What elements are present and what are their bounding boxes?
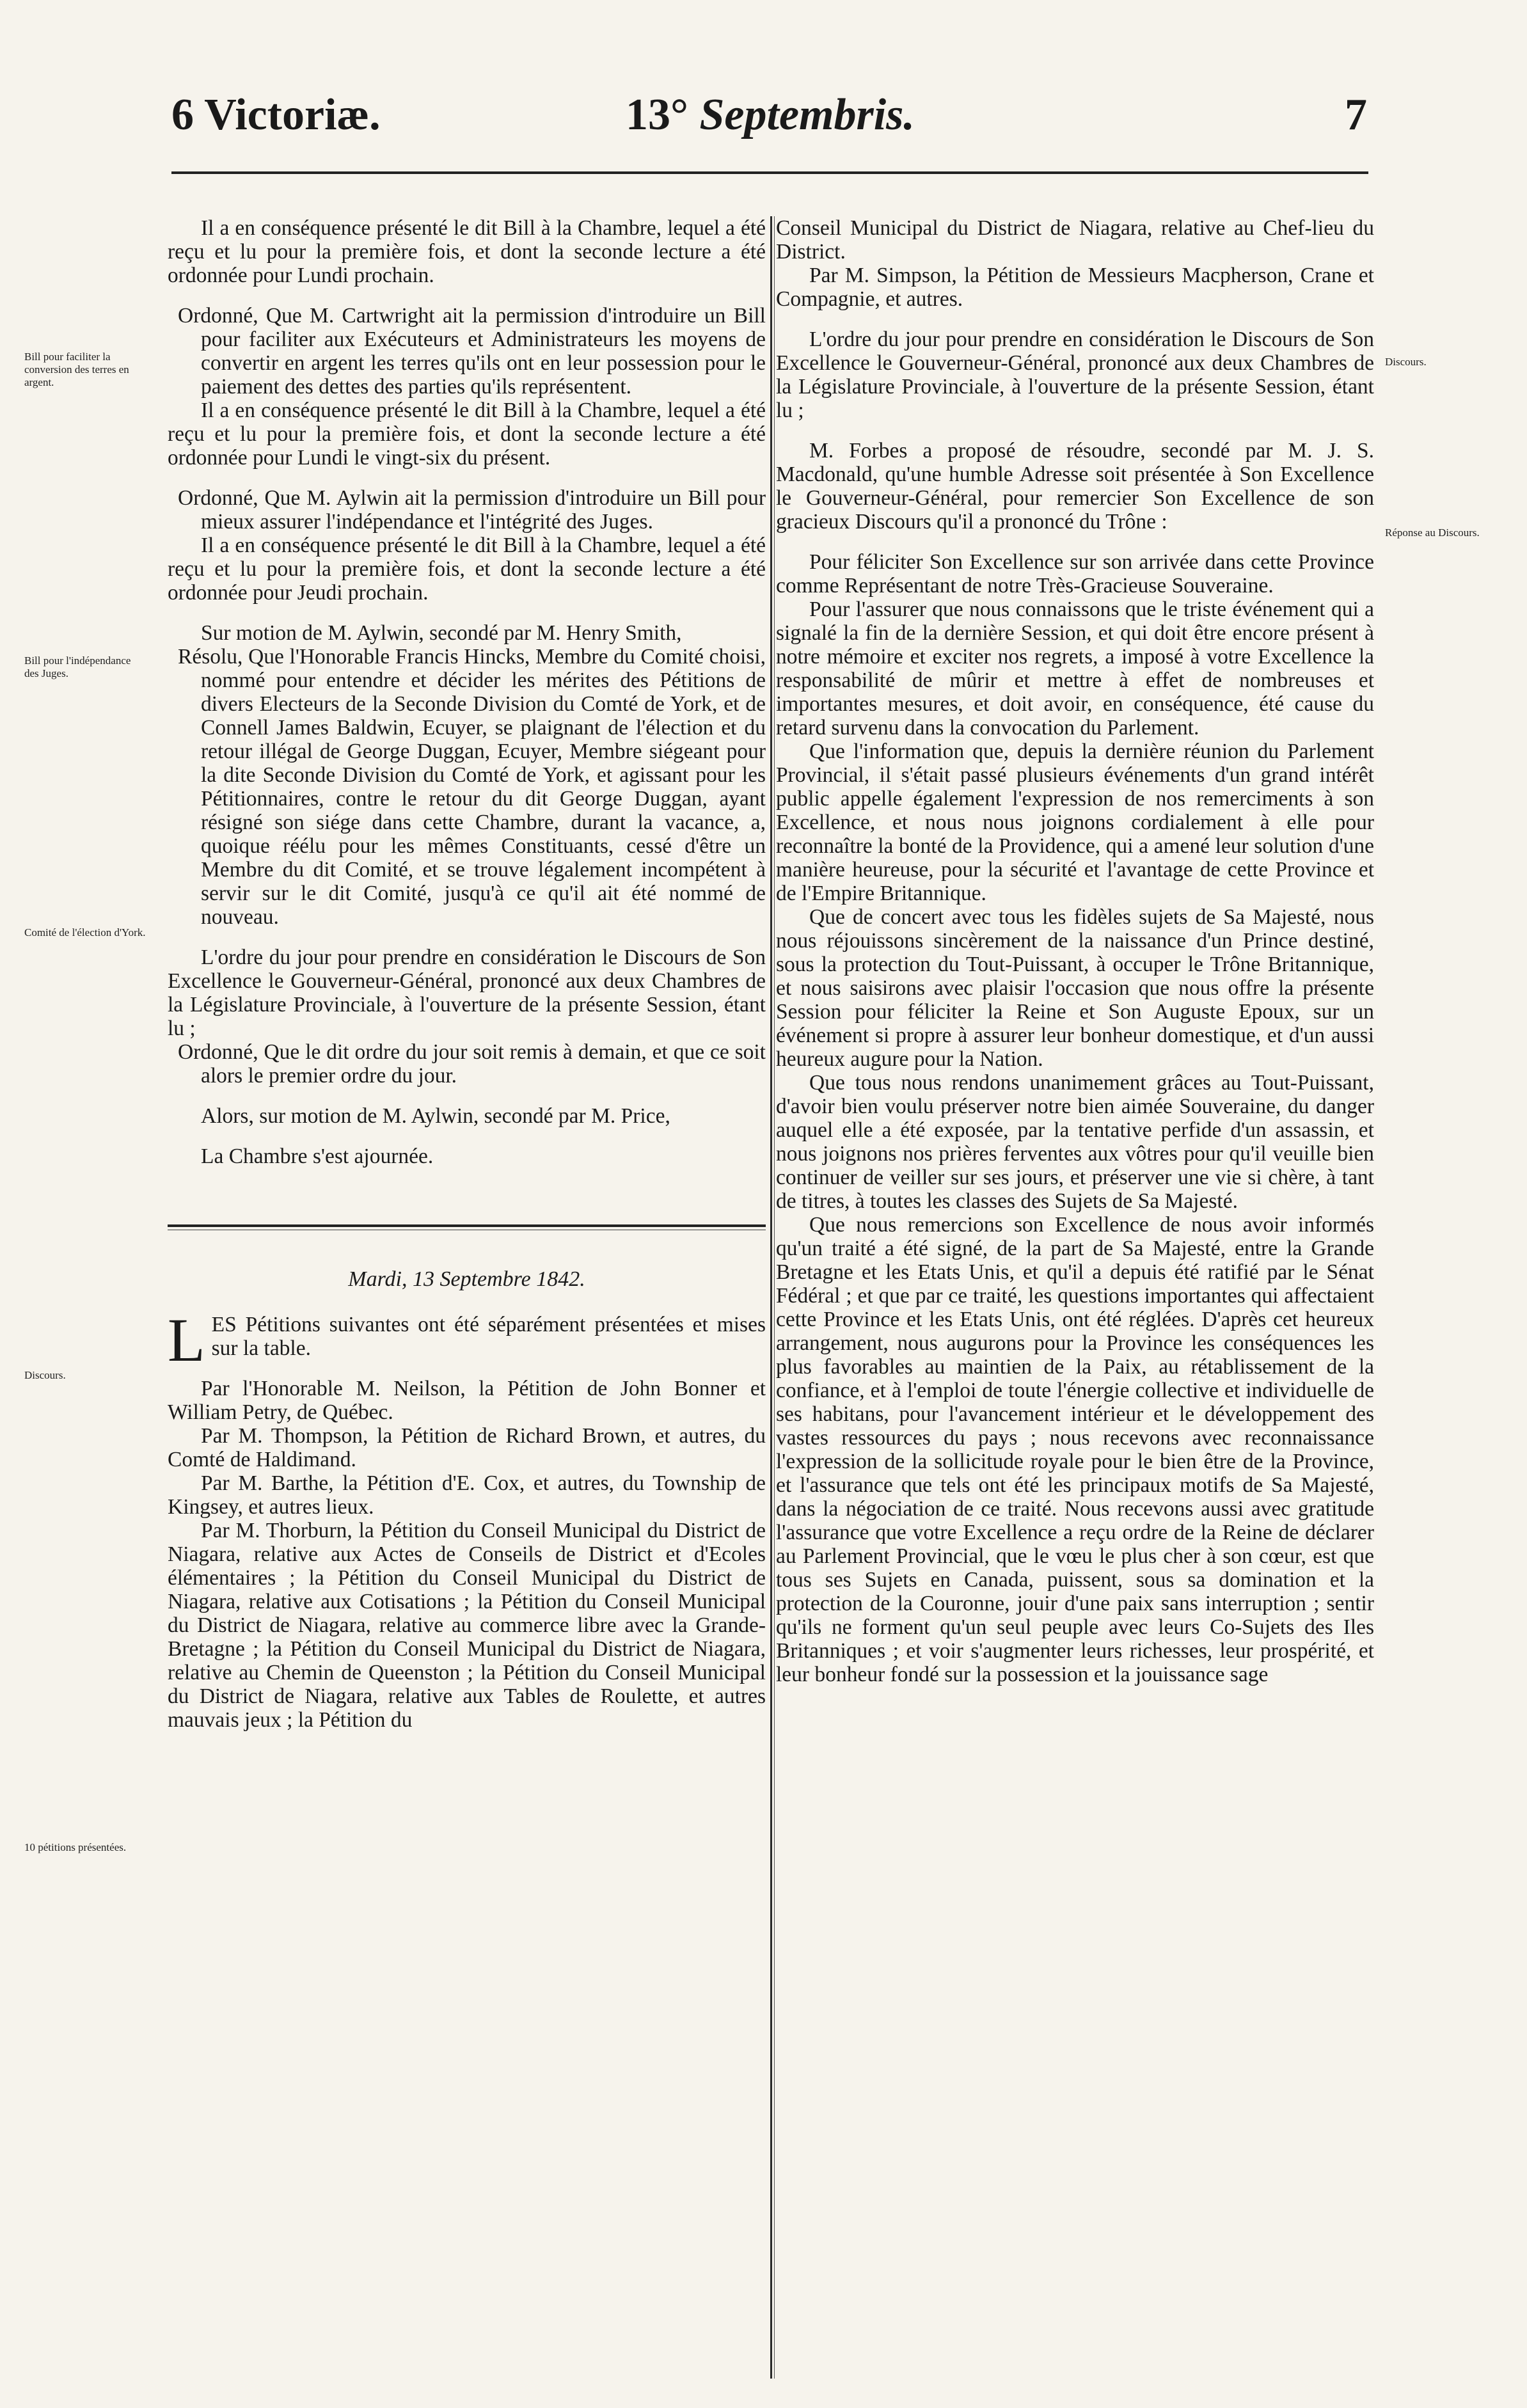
paragraph: Que tous nous rendons unanimement grâces au Tout-Puissant, d'avoir bien voulu préserver notre bien aimée Souveraine, du danger auquel elle a été exposée, par la tentative perfide d'un assassin, et nous joignons nos prières ferventes aux vôtres pour qu'il veuille bien continuer de veiller sur ses jours, et préserver une vie si chère, à tant de titres, à toutes les classes des Sujets de Sa Majesté. bbox=[776, 1071, 1374, 1213]
paragraph: M. Forbes a proposé de résoudre, secondé par M. J. S. Macdonald, qu'une humble Adresse soit présentée à Son Excellence le Gouverneur-Général, pour remercier Son Excellence de son gracieux Discours qu'il a prononcé du Trône : bbox=[776, 439, 1374, 534]
paragraph: Que de concert avec tous les fidèles sujets de Sa Majesté, nous nous réjouissons sincèrement de la naissance d'un Prince destiné, sous la protection du Tout-Puissant, à occuper le Trône Britannique, et nous saisirons avec plaisir l'occasion que nous offre la présente Session pour féliciter la Reine et Son Auguste Epoux, sur un événement si propre à assurer leur bonheur domestique, et d'un aussi heureux augure pour la Nation. bbox=[776, 905, 1374, 1071]
header-center-num: 13° bbox=[626, 90, 688, 139]
paragraph: Que nous remercions son Excellence de nous avoir informés qu'un traité a été signé, de la part de Sa Majesté, entre la Grande Bretagne et les Etats Unis, et qu'il a depuis été ratifié par le Sénat Fédéral ; et que par ce traité, les questions importantes qui affectaient cette Province et les Etats Unis, ont été réglées. D'après cet heureux arrangement, nous augurons pour la Province les conséquences les plus favorables au maintien de la Paix, au rétablissement de la confiance, et à l'emploi de toute l'énergie collective et individuelle de ses habitans, pour l'avancement intérieur et le développement des vastes ressources du pays ; nous recevons avec reconnaissance l'expression de la sollicitude royale pour le bien être de la Province, et l'assurance que tels ont été les principaux motifs de Sa Majesté, dans la négociation de ce traité. Nous recevons aussi avec gratitude l'assurance que votre Excellence a reçu ordre de la Reine de déclarer au Parlement Provincial, que le vœu le plus cher à son cœur, est que tous ses Sujets en Canada, puissent, sous sa domination et la protection de la Couronne, jouir d'une paix sans interruption ; sentir qu'ils ne forment qu'un seul peuple avec leurs Co-Sujets des Iles Britanniques ; et voir s'augmenter leurs richesses, leur prospérité, et leur bonheur fondé sur la possession et la jouissance sage bbox=[776, 1213, 1374, 1686]
page-header bbox=[0, 90, 1527, 147]
paragraph: Il a en conséquence présenté le dit Bill à la Chambre, lequel a été reçu et lu pour la première fois, et dont la seconde lecture a été ordonnée pour Lundi prochain. bbox=[168, 216, 766, 287]
paragraph: Par l'Honorable M. Neilson, la Pétition de John Bonner et William Petry, de Québec. bbox=[168, 1377, 766, 1424]
paragraph: Alors, sur motion de M. Aylwin, secondé par M. Price, bbox=[201, 1104, 670, 1128]
column-divider bbox=[770, 216, 772, 2379]
margin-note-bill-juges: Bill pour l'indépendance des Juges. bbox=[24, 654, 131, 679]
paragraph: Par M. Simpson, la Pétition de Messieurs Macpherson, Crane et Compagnie, et autres. bbox=[776, 264, 1374, 311]
right-column bbox=[776, 216, 1374, 2379]
paragraph: Par M. Thompson, la Pétition de Richard Brown, et autres, du Comté de Haldimand. bbox=[168, 1424, 766, 1471]
paragraph: Il a en conséquence présenté le dit Bill à la Chambre, lequel a été reçu et lu pour la première fois, et dont la seconde lecture a été ordonnée pour Jeudi prochain. bbox=[168, 534, 766, 605]
paragraph: Par M. Thorburn, la Pétition du Conseil Municipal du District de Niagara, relative aux Actes de Conseils de District et d'Ecoles élémentaires ; la Pétition du Conseil Municipal du District de Niagara, relative aux Cotisations ; la Pétition du Conseil Municipal du District de Niagara, relative au commerce libre avec la Grande-Bretagne ; la Pétition du Conseil Municipal du District de Niagara, relative au Chemin de Queenston ; la Pétition du Conseil Municipal du District de Niagara, relative aux Tables de Roulette, et autres mauvais jeux ; la Pétition du bbox=[168, 1519, 766, 1732]
header-left: 6 Victoriæ. bbox=[171, 90, 381, 139]
paragraph: Pour féliciter Son Excellence sur son arrivée dans cette Province comme Représentant de notre Très-Gracieuse Souveraine. bbox=[776, 550, 1374, 598]
dropcap-paragraph bbox=[168, 1306, 766, 1374]
margin-note-discours-right: Discours. bbox=[1385, 356, 1427, 368]
margin-note-petitions: 10 pétitions présentées. bbox=[24, 1841, 127, 1853]
paragraph: Ordonné, Que M. Aylwin ait la permission d'introduire un Bill pour mieux assurer l'indépendance et l'intégrité des Juges. bbox=[178, 486, 766, 534]
paragraph: Résolu, Que l'Honorable Francis Hincks, Membre du Comité choisi, nommé pour entendre et décider les mérites des Pétitions de divers Electeurs de la Seconde Division du Comté de York, et de Connell James Baldwin, Ecuyer, se plaignant de l'élection et du retour illégal de George Duggan, Ecuyer, Membre siégeant pour la dite Seconde Division du Comté de York, et agissant pour les Pétitionnaires, contre le retour du dit George Duggan, ayant résigné son siége dans cette Chambre, durant la vacance, a, quoique réélu pour les mêmes Constituants, cessé d'être un Membre du dit Comité, et se trouve légalement incompétent à servir sur le dit Comité, jusqu'à ce qu'il ait été nommé de nouveau. bbox=[178, 645, 766, 929]
header-center-word: Septembris. bbox=[699, 90, 915, 139]
paragraph: La Chambre s'est ajournée. bbox=[201, 1145, 434, 1168]
header-center bbox=[626, 90, 915, 141]
paragraph: Il a en conséquence présenté le dit Bill à la Chambre, lequel a été reçu et lu pour la première fois, et dont la seconde lecture a été ordonnée pour Lundi le vingt-six du présent. bbox=[168, 399, 766, 470]
paragraph: L'ordre du jour pour prendre en considération le Discours de Son Excellence le Gouverneur-Général, prononcé aux deux Chambres de la Législature Provinciale, à l'ouverture de la présente Session, étant lu ; bbox=[776, 328, 1374, 422]
dateline: Mardi, 13 Septembre 1842. bbox=[348, 1267, 585, 1291]
margin-note-discours-left: Discours. bbox=[24, 1369, 66, 1381]
dropcap-letter: L bbox=[168, 1306, 205, 1374]
column-divider-thin bbox=[774, 216, 775, 2379]
margin-note-bill-terres: Bill pour faciliter la conversion des terres en argent. bbox=[24, 351, 129, 388]
paragraph: Sur motion de M. Aylwin, secondé par M. Henry Smith, bbox=[201, 621, 682, 645]
paragraph: Que l'information que, depuis la dernière réunion du Parlement Provincial, il s'était passé plusieurs événements d'un grand intérêt public appelle également l'expression de nos remerciments à son Excellence, et nous nous joignons cordialement à elle pour reconnaître la bonté de la Providence, qui a amené leur solution d'une manière heureuse, pour la sécurité et l'avantage de cette Province et de l'Empire Britannique. bbox=[776, 740, 1374, 905]
paragraph: Ordonné, Que M. Cartwright ait la permission d'introduire un Bill pour faciliter aux Exécuteurs et Administrateurs les moyens de convertir en argent les terres qu'ils ont en leur possession pour le paiement des dettes des parties qu'ils représentent. bbox=[178, 304, 766, 399]
margin-note-reponse: Réponse au Discours. bbox=[1385, 527, 1480, 539]
left-column bbox=[168, 216, 766, 2379]
header-page-number: 7 bbox=[1345, 90, 1367, 139]
paragraph: Par M. Barthe, la Pétition d'E. Cox, et autres, du Township de Kingsey, et autres lieux. bbox=[168, 1471, 766, 1519]
paragraph: Ordonné, Que le dit ordre du jour soit remis à demain, et que ce soit alors le premier ordre du jour. bbox=[178, 1040, 766, 1088]
paragraph: Pour l'assurer que nous connaissons que le triste événement qui a signalé la fin de la dernière Session, et qui doit être encore présent à notre mémoire et exciter nos regrets, a imposé à votre Excellence la responsabilité de mûrir et mettre à effet de nombreuses et importantes mesures, et doit avoir, en conséquence, été cause du retard survenu dans la convocation du Parlement. bbox=[776, 598, 1374, 740]
section-rule bbox=[168, 1224, 766, 1230]
margin-note-comite-york: Comité de l'élection d'York. bbox=[24, 926, 146, 939]
header-rule bbox=[171, 171, 1368, 174]
paragraph: L'ordre du jour pour prendre en considération le Discours de Son Excellence le Gouverneur-Général, prononcé aux deux Chambres de la Législature Provinciale, à l'ouverture de la présente Session, étant lu ; bbox=[168, 946, 766, 1040]
paragraph: ES Pétitions suivantes ont été séparément présentées et mises sur la table. bbox=[211, 1313, 766, 1360]
paragraph: Conseil Municipal du District de Niagara, relative au Chef-lieu du District. bbox=[776, 216, 1374, 264]
